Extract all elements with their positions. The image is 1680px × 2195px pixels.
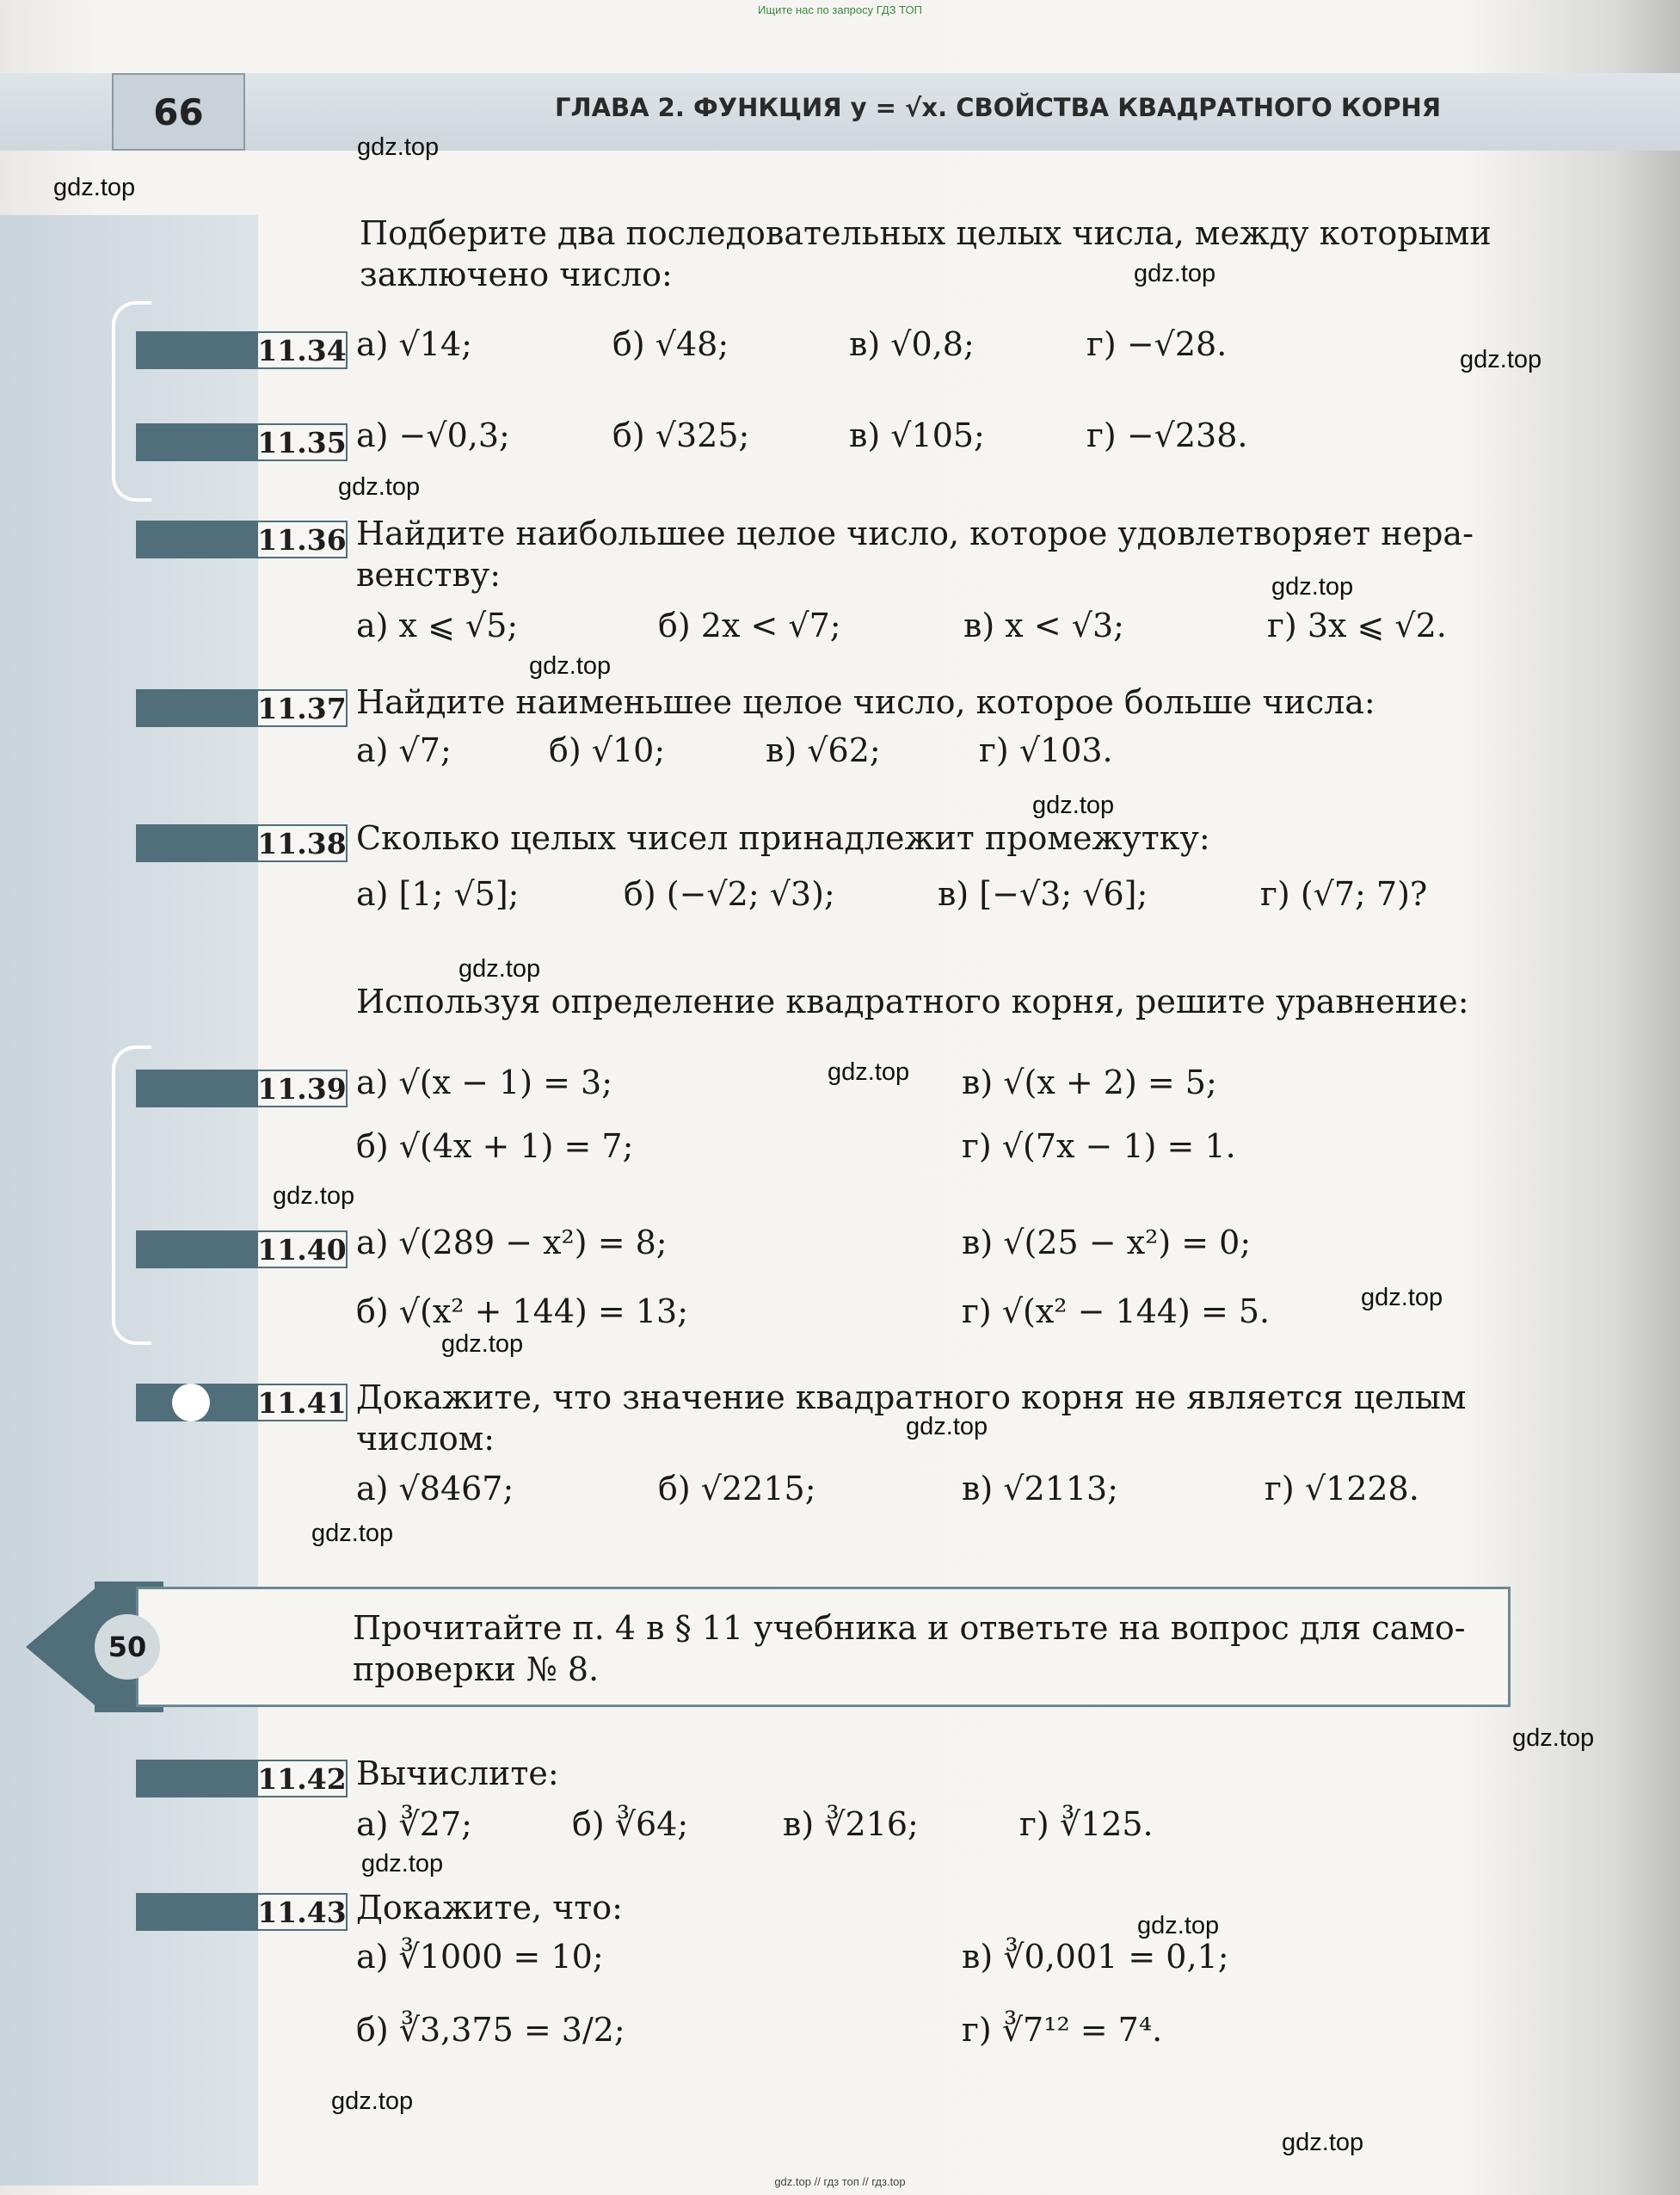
exercise-tag-bar [136, 331, 256, 369]
item-b: б) √10; [549, 731, 666, 769]
watermark: gdz.top [1460, 346, 1542, 373]
exercise-text: венству: [356, 556, 502, 594]
item-d: г) (√7; 7)? [1260, 875, 1428, 913]
item-d: г) ∛125. [1019, 1805, 1154, 1843]
item-d: г) √103. [979, 731, 1113, 769]
exercise-number: 11.41 [256, 1384, 348, 1421]
item-b: б) 2x < √7; [658, 607, 841, 644]
exercise-number: 11.35 [256, 423, 348, 461]
item-c: в) √105; [849, 416, 985, 454]
exercise-text: Вычислите: [356, 1754, 559, 1792]
exercise-text: Найдите наибольшее целое число, которое удовлетворяет нера- [356, 515, 1474, 552]
watermark: gdz.top [529, 652, 612, 680]
note-text: Прочитайте п. 4 в § 11 учебника и ответьте на вопрос для само- [353, 1609, 1466, 1647]
item-a: а) ∛1000 = 10; [356, 1938, 604, 1976]
watermark: gdz.top [53, 174, 136, 201]
item-a: а) √(289 − x²) = 8; [356, 1224, 668, 1261]
watermark: gdz.top [361, 1850, 444, 1877]
item-a: а) √7; [356, 731, 452, 769]
exercise-tag-bar [136, 824, 256, 862]
bottom-note: gdz.top // гдз топ // гдз.top [774, 2175, 906, 2188]
exercise-tag-bar [136, 521, 256, 558]
watermark: gdz.top [1271, 573, 1354, 601]
exercise-number: 11.39 [256, 1070, 348, 1107]
watermark: gdz.top [1137, 1912, 1220, 1939]
item-d: г) √(x² − 144) = 5. [962, 1292, 1271, 1330]
exercise-number: 11.38 [256, 824, 348, 862]
chapter-title: ГЛАВА 2. ФУНКЦИЯ y = √x. СВОЙСТВА КВАДРАТНОГО КОРНЯ [555, 93, 1442, 122]
item-c: в) √(25 − x²) = 0; [962, 1224, 1252, 1261]
item-a: а) ∛27; [356, 1805, 472, 1843]
note-number: 50 [95, 1614, 160, 1680]
item-c: в) x < √3; [963, 607, 1124, 644]
watermark: gdz.top [273, 1182, 355, 1210]
item-d: г) −√238. [1086, 416, 1248, 454]
item-a: а) √(x − 1) = 3; [356, 1064, 613, 1101]
instruction-line: заключено число: [360, 256, 673, 293]
exercise-text: Найдите наименьшее целое число, которое больше числа: [356, 683, 1375, 721]
exercise-number: 11.40 [256, 1230, 348, 1268]
watermark: gdz.top [311, 1520, 394, 1547]
exercise-text: числом: [356, 1420, 495, 1458]
item-b: б) ∛3,375 = 3/2; [356, 2011, 625, 2049]
item-c: в) [−√3; √6]; [938, 875, 1148, 913]
difficulty-dot-icon [172, 1384, 210, 1421]
exercise-tag-bar [136, 1893, 256, 1931]
note-arrow-icon [26, 1582, 103, 1712]
watermark: gdz.top [357, 133, 440, 161]
exercise-number: 11.36 [256, 521, 348, 558]
item-a: а) x ⩽ √5; [356, 607, 519, 644]
item-b: б) √(4x + 1) = 7; [356, 1127, 634, 1165]
watermark: gdz.top [1361, 1284, 1443, 1311]
item-b: б) ∛64; [572, 1805, 689, 1843]
exercise-number: 11.34 [256, 331, 348, 369]
instruction-line: Подберите два последовательных целых числа, между которыми [360, 214, 1492, 252]
watermark: gdz.top [331, 2087, 414, 2115]
watermark: gdz.top [906, 1413, 988, 1440]
watermark: gdz.top [1512, 1724, 1595, 1752]
item-b: б) √48; [612, 325, 729, 363]
item-a: а) [1; √5]; [356, 875, 520, 913]
item-c: в) √(x + 2) = 5; [962, 1064, 1217, 1101]
exercise-text: Докажите, что значение квадратного корня не является целым [356, 1378, 1467, 1416]
watermark: gdz.top [1032, 792, 1115, 819]
exercise-tag-bar [136, 1070, 256, 1107]
item-c: в) √62; [766, 731, 881, 769]
item-a: а) −√0,3; [356, 416, 510, 454]
item-a: а) √8467; [356, 1470, 514, 1508]
item-c: в) ∛216; [783, 1805, 919, 1843]
watermark: gdz.top [1134, 260, 1216, 287]
watermark: gdz.top [458, 955, 541, 983]
item-d: г) 3x ⩽ √2. [1267, 607, 1447, 644]
page-number: 66 [112, 73, 245, 151]
exercise-text: Докажите, что: [356, 1889, 623, 1927]
item-d: г) −√28. [1086, 325, 1228, 363]
watermark: gdz.top [441, 1330, 524, 1358]
exercise-tag-bar [136, 689, 256, 727]
item-a: а) √14; [356, 325, 472, 363]
exercise-number: 11.42 [256, 1760, 348, 1797]
item-b: б) √325; [612, 416, 750, 454]
item-b: б) √2215; [658, 1470, 816, 1508]
exercise-tag-bar [136, 1230, 256, 1268]
top-note: Ищите нас по запросу ГДЗ ТОП [758, 3, 922, 16]
exercise-tag-bar [136, 1760, 256, 1797]
instruction-line: Используя определение квадратного корня, решите уравнение: [356, 983, 1469, 1020]
item-c: в) √2113; [962, 1470, 1119, 1508]
watermark: gdz.top [1282, 2129, 1364, 2156]
item-d: г) √1228. [1265, 1470, 1419, 1508]
exercise-number: 11.43 [256, 1893, 348, 1931]
exercise-text: Сколько целых чисел принадлежит промежутку: [356, 819, 1210, 857]
item-c: в) ∛0,001 = 0,1; [962, 1938, 1229, 1976]
exercise-tag-bar [136, 423, 256, 461]
note-text: проверки № 8. [353, 1650, 600, 1688]
item-d: г) ∛7¹² = 7⁴. [962, 2011, 1163, 2049]
watermark: gdz.top [338, 473, 421, 501]
exercise-number: 11.37 [256, 689, 348, 727]
item-c: в) √0,8; [849, 325, 975, 363]
watermark: gdz.top [828, 1058, 910, 1086]
item-b: б) (−√2; √3); [624, 875, 835, 913]
item-d: г) √(7x − 1) = 1. [962, 1127, 1236, 1165]
item-b: б) √(x² + 144) = 13; [356, 1292, 688, 1330]
